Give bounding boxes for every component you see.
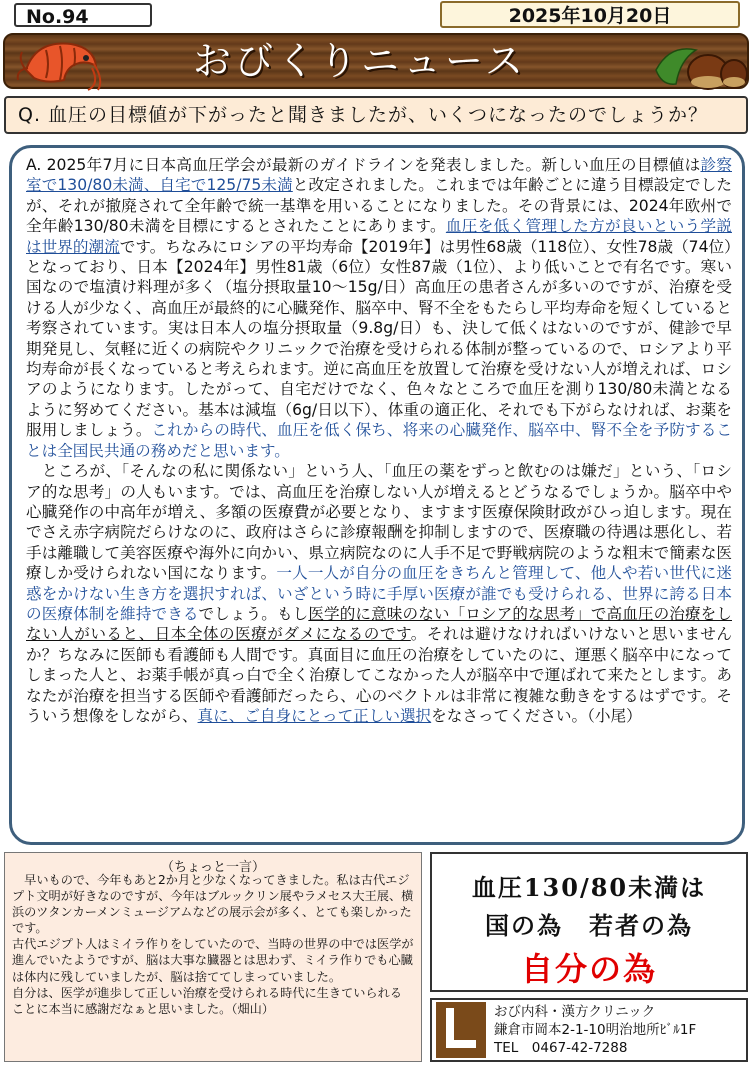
- duty-highlight: これからの時代、血圧を低く保ち、将来の心臓発作、脳卒中、腎不全を予防することは全国民共通の務めだと思います。: [26, 421, 732, 460]
- question-bar: Q. 血圧の目標値が下がったと聞きましたが、いくつになったのでしょうか？: [4, 96, 748, 134]
- global-trend-highlight: 血圧を低く管理した方が良いという学説は世界的潮流: [26, 217, 732, 256]
- self-management-highlight: 一人一人が自分の血圧をきちんと管理して、他人や若い世代に迷惑をかけない生き方を選択すれば、いざという時に手厚い医療が誰でも受けられる、世界に誇る日本の医療体制を維持できる: [26, 564, 732, 623]
- chestnut-icon: [650, 40, 750, 92]
- clinic-phone: TEL 0467-42-7288: [494, 1040, 628, 1056]
- aside-paragraph: 自分は、医学が進歩して正しい治療を受けられる時代に生きていられることに本当に感謝だなぁと思いました。（畑山）: [12, 985, 402, 1016]
- text-run: でしょう。もし: [198, 604, 309, 623]
- text-run: と改定されました。これまでは年齢ごとに違う目標設定でしたが、それが撤廃されて全年齢で統一基準を用いることになりました。その背景には、2024年欧州で全年齢130/80未満を目標にするとされたことにあります。: [26, 176, 732, 236]
- aside-title: （ちょっと一言）: [160, 860, 265, 875]
- newsletter-title: おびくりニュース: [192, 39, 528, 83]
- text-run: です。ちなみにロシアの平均寿命【2019年】は男性68歳（118位）、女性78歳（74位）となっており、日本【2024年】男性81歳（6位）女性87歳（1位）、より低いことで有名です。寒い国なので塩漬け料理が多く（塩分摂取量10～15g/日）高血圧の患者さんが多いのですが、治療を受ける人が少なく、高血圧が最終的に心臓発作、脳卒中、腎不全をもたらし平均寿命を短くしていると考察されています。実は日本人の塩分摂取量（9.8g/日）も、決して低くはないのですが、健診で早期発見し、気軽に近くの病院やクリニックで治療を受けられる体制が整っているので、ロシアより平均寿命が長くなっていると考えられます。逆に高血圧を放置して治療を受けない人が増えれば、ロシアのようになります。したがって、自宅だけでなく、色々なところで血圧を測り130/80未満となるように努めてください。基本は減塩（6g/日以下）、体重の適正化、それでも下がらなければ、お薬を服用しましょう。: [26, 237, 732, 440]
- slogan-line-1: 血圧130/80未満は: [471, 873, 707, 902]
- text-run: ところが、「そんなの私に関係ない」という人、「血圧の薬をずっと飲むのは嫌だ」という、「ロシア的な思考」の人もいます。では、高血圧を治療しない人が増えるとどうなるでしょうか。脳卒中や心臓発作の中高年が増え、多額の医療費が必要となり、ますます医療保険財政がひっ迫します。現在でさえ赤字病院だらけなのに、政府はさらに診療報酬を抑制しますので、医療職の待遇は悪化し、若手は離職して美容医療や海外に向かい、県立病院なのに人手不足で野戦病院のような粗末で簡素な医療しか受けられない国になります。: [26, 462, 732, 583]
- answer-paragraph-2: [26, 461, 732, 726]
- answer-paragraph-1: [26, 155, 732, 461]
- text-run: 。それは避けなければいけないと思いませんか？ちなみに医師も看護師も人間です。真面目に血圧の治療をしていたのに、運悪く脳卒中になってしまった人と、お薬手帳が真っ白で全く治療してこなかった人が脳卒中で運ばれて来たとします。あなたが治療を担当する医師や看護師だったら、心のベクトルは非常に複雑な動きをするはずです。そういう想像をしながら、: [26, 625, 732, 725]
- aside-paragraph: 古代エジプト人はミイラ作りをしていたので、当時の世界の中では医学が進んでいたようですが、脳は大事な臓器とは思わず、ミイラ作りでも心臓は体内に残していましたが、脳は捨ててしまっていました。: [12, 937, 414, 984]
- clinic-address: 鎌倉市岡本2-1-10明治地所ﾋﾞﾙ1F: [494, 1022, 697, 1038]
- slogan-line-3: 自分の為: [520, 950, 657, 988]
- clinic-logo-mark: [446, 1008, 476, 1048]
- right-choice-highlight: 真に、ご自身にとって正しい選択: [197, 706, 432, 725]
- warning-underline: 医学的に意味のない「ロシア的な思考」で高血圧の治療をしない人がいると、日本全体の医療がダメになるのです: [26, 604, 732, 644]
- clinic-name: おび内科・漢方クリニック: [494, 1004, 656, 1020]
- shrimp-icon: [16, 30, 106, 92]
- aside-text: [12, 872, 414, 1017]
- text-run: をなさってください。（小尾）: [431, 706, 642, 725]
- target-value-highlight: 診察室で130/80未満、自宅で125/75未満: [26, 156, 732, 195]
- issue-date: 2025年10月20日: [440, 1, 740, 28]
- answer-text: [26, 155, 732, 726]
- aside-paragraph: 早いもので、今年もあと2か月と少なくなってきました。私は古代エジプト文明が好きなのですが、今年はブルックリン展やラメセス大王展、横浜のツタンカーメンミュージアムなどの展示会が多く、とても楽しかったです。: [12, 873, 414, 936]
- text-run: A. 2025年7月に日本高血圧学会が最新のガイドラインを発表しました。新しい血圧の目標値は: [26, 156, 701, 174]
- issue-number: No.94: [14, 3, 152, 27]
- slogan-line-2: 国の為 若者の為: [485, 911, 693, 940]
